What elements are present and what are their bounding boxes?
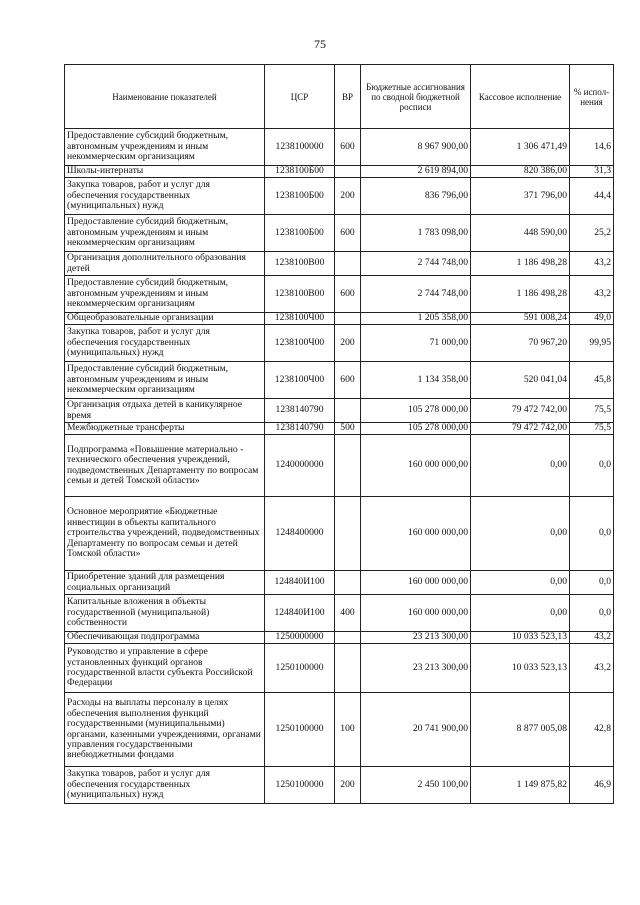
row-percent-execution: 43,2 bbox=[570, 252, 614, 276]
row-csr: 1238100Ч00 bbox=[265, 325, 335, 362]
table-row bbox=[65, 166, 614, 178]
row-vr bbox=[335, 252, 361, 276]
row-percent-execution: 0,0 bbox=[570, 571, 614, 595]
row-name: Подпрограмма «Повышение материально - технического обеспечения учреждений, подведомственных Департаменту по вопросам семьи и детей Томской области» bbox=[65, 435, 265, 497]
row-name: Предоставление субсидий бюджетным, автономным учреждениям и иным некоммерческим организациям bbox=[65, 215, 265, 252]
row-assignments: 23 213 300,00 bbox=[361, 632, 471, 644]
table-header-row bbox=[65, 65, 614, 129]
row-cash-execution: 1 306 471,49 bbox=[471, 129, 570, 166]
row-assignments: 160 000 000,00 bbox=[361, 571, 471, 595]
row-name: Общеобразовательные организации bbox=[65, 313, 265, 325]
row-percent-execution: 25,2 bbox=[570, 215, 614, 252]
page-number: 75 bbox=[314, 37, 326, 51]
header-vr: ВР bbox=[335, 65, 361, 129]
row-assignments: 1 205 358,00 bbox=[361, 313, 471, 325]
row-percent-execution: 0,0 bbox=[570, 435, 614, 497]
table-row bbox=[65, 497, 614, 571]
table-row bbox=[65, 399, 614, 423]
budget-execution-table bbox=[64, 64, 614, 804]
row-vr: 500 bbox=[335, 423, 361, 435]
row-name: Межбюджетные трансферты bbox=[65, 423, 265, 435]
row-csr: 1238100Б00 bbox=[265, 215, 335, 252]
table-row bbox=[65, 595, 614, 632]
table-row bbox=[65, 215, 614, 252]
table-row bbox=[65, 767, 614, 804]
row-vr bbox=[335, 166, 361, 178]
row-csr: 1238100В00 bbox=[265, 276, 335, 313]
table-row bbox=[65, 129, 614, 166]
row-percent-execution: 75,5 bbox=[570, 399, 614, 423]
table-row bbox=[65, 423, 614, 435]
table-row bbox=[65, 644, 614, 693]
row-vr: 600 bbox=[335, 215, 361, 252]
row-vr bbox=[335, 399, 361, 423]
row-vr bbox=[335, 632, 361, 644]
table-row bbox=[65, 325, 614, 362]
row-csr: 1250100000 bbox=[265, 767, 335, 804]
row-name: Предоставление субсидий бюджетным, автономным учреждениям и иным некоммерческим организациям bbox=[65, 362, 265, 399]
row-percent-execution: 45,8 bbox=[570, 362, 614, 399]
row-name: Обеспечивающая подпрограмма bbox=[65, 632, 265, 644]
row-assignments: 160 000 000,00 bbox=[361, 497, 471, 571]
row-name: Организация дополнительного образования детей bbox=[65, 252, 265, 276]
row-name: Закупка товаров, работ и услуг для обеспечения государственных (муниципальных) нужд bbox=[65, 767, 265, 804]
row-assignments: 836 796,00 bbox=[361, 178, 471, 215]
row-vr bbox=[335, 571, 361, 595]
table-row bbox=[65, 252, 614, 276]
table-row bbox=[65, 435, 614, 497]
row-csr: 1240000000 bbox=[265, 435, 335, 497]
row-vr bbox=[335, 313, 361, 325]
header-name: Наименование показателей bbox=[65, 65, 265, 129]
row-cash-execution: 0,00 bbox=[471, 571, 570, 595]
row-csr: 1238100Ч00 bbox=[265, 313, 335, 325]
row-cash-execution: 1 149 875,82 bbox=[471, 767, 570, 804]
row-cash-execution: 1 186 498,28 bbox=[471, 252, 570, 276]
row-vr bbox=[335, 435, 361, 497]
table-row bbox=[65, 362, 614, 399]
row-csr: 124840И100 bbox=[265, 595, 335, 632]
row-cash-execution: 8 877 005,08 bbox=[471, 693, 570, 767]
row-assignments: 8 967 900,00 bbox=[361, 129, 471, 166]
row-csr: 1238100000 bbox=[265, 129, 335, 166]
row-percent-execution: 43,2 bbox=[570, 276, 614, 313]
row-name: Предоставление субсидий бюджетным, автономным учреждениям и иным некоммерческим организациям bbox=[65, 276, 265, 313]
header-percent-execution: % испол-нения bbox=[570, 65, 614, 129]
row-assignments: 23 213 300,00 bbox=[361, 644, 471, 693]
row-assignments: 20 741 900,00 bbox=[361, 693, 471, 767]
row-name: Капитальные вложения в объекты государственной (муниципальной) собственности bbox=[65, 595, 265, 632]
row-percent-execution: 49,0 bbox=[570, 313, 614, 325]
row-name: Организация отдыха детей в каникулярное время bbox=[65, 399, 265, 423]
row-cash-execution: 0,00 bbox=[471, 595, 570, 632]
row-cash-execution: 70 967,20 bbox=[471, 325, 570, 362]
row-vr bbox=[335, 497, 361, 571]
row-name: Руководство и управление в сфере установленных функций органов государственной власти субъекта Российской Федерации bbox=[65, 644, 265, 693]
row-vr: 100 bbox=[335, 693, 361, 767]
table-row bbox=[65, 632, 614, 644]
row-assignments: 2 619 894,00 bbox=[361, 166, 471, 178]
row-csr: 1238100Ч00 bbox=[265, 362, 335, 399]
row-cash-execution: 1 186 498,28 bbox=[471, 276, 570, 313]
row-cash-execution: 10 033 523,13 bbox=[471, 632, 570, 644]
row-percent-execution: 0,0 bbox=[570, 497, 614, 571]
row-percent-execution: 99,95 bbox=[570, 325, 614, 362]
row-assignments: 105 278 000,00 bbox=[361, 423, 471, 435]
row-cash-execution: 0,00 bbox=[471, 497, 570, 571]
row-csr: 1250000000 bbox=[265, 632, 335, 644]
row-cash-execution: 10 033 523,13 bbox=[471, 644, 570, 693]
row-vr bbox=[335, 644, 361, 693]
table-row bbox=[65, 276, 614, 313]
row-name: Школы-интернаты bbox=[65, 166, 265, 178]
row-cash-execution: 520 041,04 bbox=[471, 362, 570, 399]
row-percent-execution: 46,9 bbox=[570, 767, 614, 804]
row-cash-execution: 79 472 742,00 bbox=[471, 399, 570, 423]
row-percent-execution: 44,4 bbox=[570, 178, 614, 215]
row-assignments: 2 744 748,00 bbox=[361, 276, 471, 313]
row-csr: 1248400000 bbox=[265, 497, 335, 571]
table-row bbox=[65, 571, 614, 595]
table-row bbox=[65, 693, 614, 767]
row-cash-execution: 820 386,00 bbox=[471, 166, 570, 178]
row-csr: 1238140790 bbox=[265, 399, 335, 423]
row-cash-execution: 79 472 742,00 bbox=[471, 423, 570, 435]
row-assignments: 160 000 000,00 bbox=[361, 595, 471, 632]
row-name: Основное мероприятие «Бюджетные инвестиции в объекты капитального строительства учреждений, подведомственных Департаменту по вопросам семьи и детей Томской области» bbox=[65, 497, 265, 571]
header-cash-execution: Кассовое исполнение bbox=[471, 65, 570, 129]
row-vr: 400 bbox=[335, 595, 361, 632]
row-vr: 600 bbox=[335, 129, 361, 166]
row-name: Закупка товаров, работ и услуг для обеспечения государственных (муниципальных) нужд bbox=[65, 325, 265, 362]
row-vr: 200 bbox=[335, 767, 361, 804]
row-percent-execution: 43,2 bbox=[570, 632, 614, 644]
row-percent-execution: 0,0 bbox=[570, 595, 614, 632]
header-csr: ЦСР bbox=[265, 65, 335, 129]
row-csr: 1238100Б00 bbox=[265, 178, 335, 215]
row-cash-execution: 0,00 bbox=[471, 435, 570, 497]
row-percent-execution: 43,2 bbox=[570, 644, 614, 693]
row-name: Расходы на выплаты персоналу в целях обеспечения выполнения функций государственными (муниципальными) органами, казенными учреждениями, органами управления государственными внебюджетными фондами bbox=[65, 693, 265, 767]
row-csr: 1238100Б00 bbox=[265, 166, 335, 178]
row-name: Закупка товаров, работ и услуг для обеспечения государственных (муниципальных) нужд bbox=[65, 178, 265, 215]
table-row bbox=[65, 178, 614, 215]
table-row bbox=[65, 313, 614, 325]
row-assignments: 1 134 358,00 bbox=[361, 362, 471, 399]
header-assignments: Бюджетные ассигнования по сводной бюджетной росписи bbox=[361, 65, 471, 129]
row-csr: 124840И100 bbox=[265, 571, 335, 595]
row-name: Предоставление субсидий бюджетным, автономным учреждениям и иным некоммерческим организациям bbox=[65, 129, 265, 166]
row-percent-execution: 31,3 bbox=[570, 166, 614, 178]
row-assignments: 1 783 098,00 bbox=[361, 215, 471, 252]
row-vr: 200 bbox=[335, 325, 361, 362]
row-vr: 600 bbox=[335, 276, 361, 313]
row-assignments: 71 000,00 bbox=[361, 325, 471, 362]
row-vr: 600 bbox=[335, 362, 361, 399]
row-vr: 200 bbox=[335, 178, 361, 215]
row-assignments: 105 278 000,00 bbox=[361, 399, 471, 423]
row-csr: 1238100В00 bbox=[265, 252, 335, 276]
row-percent-execution: 42,8 bbox=[570, 693, 614, 767]
row-percent-execution: 75,5 bbox=[570, 423, 614, 435]
row-assignments: 2 450 100,00 bbox=[361, 767, 471, 804]
row-csr: 1250100000 bbox=[265, 693, 335, 767]
row-cash-execution: 371 796,00 bbox=[471, 178, 570, 215]
row-csr: 1238140790 bbox=[265, 423, 335, 435]
row-assignments: 2 744 748,00 bbox=[361, 252, 471, 276]
row-name: Приобретение зданий для размещения социальных организаций bbox=[65, 571, 265, 595]
row-percent-execution: 14,6 bbox=[570, 129, 614, 166]
row-cash-execution: 448 590,00 bbox=[471, 215, 570, 252]
row-csr: 1250100000 bbox=[265, 644, 335, 693]
table-body bbox=[65, 129, 614, 804]
row-assignments: 160 000 000,00 bbox=[361, 435, 471, 497]
row-cash-execution: 591 008,24 bbox=[471, 313, 570, 325]
